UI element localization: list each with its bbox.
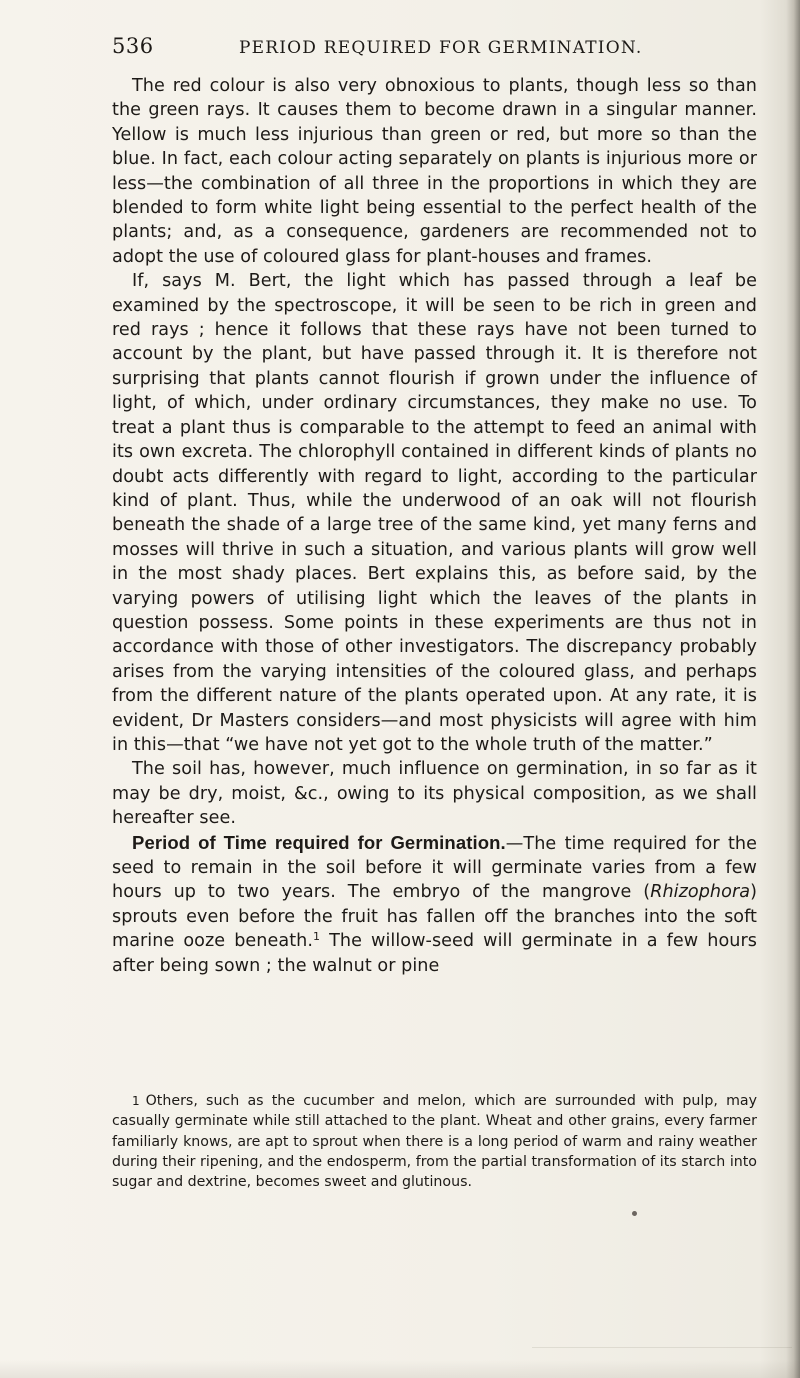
footnote-text: Others, such as the cucumber and melon, which are surrounded with pulp, may casually germinate while still attached to the plant. Wheat and other grains, every farmer familiarly knows, are apt to sprout when there is a long period of warm and rainy weather during their ripening, and the endosperm, from the partial transformation of its starch into sugar and dextrine, becomes sweet and glutinous. [112, 1093, 757, 1191]
footnote [112, 1091, 757, 1192]
page-header [112, 34, 752, 66]
page-number: 536 [112, 34, 154, 58]
page-edge-shadow [786, 0, 800, 1378]
running-title: PERIOD REQUIRED FOR GERMINATION. [239, 38, 643, 58]
paragraph-1: The red colour is also very obnoxious to plants, though less so than the green rays. It causes them to become drawn in a singular manner. Yellow is much less injurious than green or red, but more so than the blue. In fact, each colour acting separately on plants is injurious more or less—the combination of all three in the proportions in which they are blended to form white light being essential to the perfect health of the plants; and, as a consequence, gardeners are recommended not to adopt the use of coloured glass for plant-houses and frames. [112, 76, 757, 267]
paragraph-3: The soil has, however, much influence on germination, in so far as it may be dry, moist, &c., owing to its physical composition, as we shall hereafter see. [112, 759, 757, 829]
footnote-reference: 1 [313, 930, 321, 944]
italic-term: Rhizophora [650, 882, 751, 903]
ink-dot [632, 1211, 637, 1216]
paragraph-4-text-a: —The time required for the seed to remain in the soil before it will germinate varies from a few hours up to two years. The embryo of the mangrove ( [112, 833, 757, 903]
paper-mark [532, 1347, 792, 1348]
footnote-mark: 1 [132, 1094, 140, 1108]
paragraph-4 [112, 831, 757, 978]
main-text [112, 74, 757, 978]
page-bottom-shadow [0, 1360, 800, 1378]
footnote-paragraph [112, 1091, 757, 1192]
section-heading: Period of Time required for Germination. [132, 831, 506, 853]
paragraph-2: If, says M. Bert, the light which has passed through a leaf be examined by the spectroscope, it will be seen to be rich in green and red rays ; hence it follows that these rays have not been turned to account by the plant, but have passed through it. It is therefore not surprising that plants cannot flourish if grown under the influence of light, of which, under ordinary circumstances, they make no use. To treat a plant thus is comparable to the attempt to feed an animal with its own excreta. The chlorophyll contained in different kinds of plants no doubt acts differently with regard to light, according to the particular kind of plant. Thus, while the underwood of an oak will not flourish beneath the shade of a large tree of the same kind, yet many ferns and mosses will thrive in such a situation, and various plants will grow well in the most shady places. Bert explains this, as before said, by the varying powers of utilising light which the leaves of the plants in question possess. Some points in these experiments are thus not in accordance with those of other investigators. The discrepancy probably arises from the varying intensities of the coloured glass, and perhaps from the different nature of the plants operated upon. At any rate, it is evident, Dr Masters considers—and most physicists will agree with him in this—that “we have not yet got to the whole truth of the matter.” [112, 271, 757, 755]
paragraph-4-text-b: ) sprouts even before the fruit has fallen off the branches into the soft marine ooze beneath. [112, 882, 757, 952]
paragraph-4-text-c: The willow-seed will germinate in a few hours after being sown ; the walnut or pine [112, 931, 757, 976]
